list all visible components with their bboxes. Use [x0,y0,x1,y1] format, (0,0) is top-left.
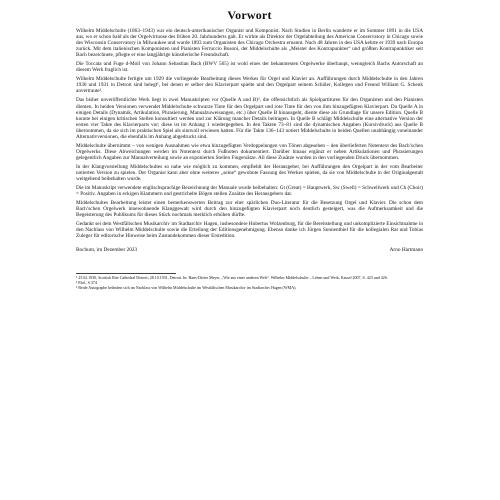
footnote-2: ² Ebd., S.374 [76,280,97,286]
paragraph-sources: Das bisher unveröffentlichte Werk liegt in zwei Manuskripten vor (Quelle A und B)³, die offensichtlich als Spielpartituren für den Organisten und den Pianisten dienten. In beiden Versionen verwendet Middelschulte schwarze Tinte für den Orgelpart und rote Tinte für den von ihm hinzugefügten Klavierpart. Da Quelle A in einigen Details (Dynamik, Artikulation, Phrasierung, Manualzuweisungen, etc.) über Quelle B hinausgeht, diente diese als Grundlage für unsere Edition. Quelle B konnte bei einigen kritischen Stellen konsultiert werden und zur Klärung mancher Details beitragen. In Quelle B schlägt Middelschulte eine alternative Version der ersten vier Takte des Klavierparts vor; diese ist im Anhang 1 wiedergegeben. In den Takten 73–81 sind die dynamischen Angaben (Kursivdruck) aus Quelle B übernommen, da sie sich im praktischen Spiel als sinnvoll erwiesen hatten. Für die Takte 136–143 notiert Middelschulte in beiden Quellen unabhängig voneinander Alternativversionen, die ebenfalls im Anhang abgedruckt sind. [76,97,423,140]
footnote-3: ³ Beide Autographe befinden sich im Nachlass von Wilhelm Middelschulte im Westfälischen Musikarchiv im Stadtarchiv Hagen (WMA). [76,284,297,290]
paragraph-manuals: Die im Manuskript verwendete englischsprachige Bezeichnung der Manuale wurde beibehalten: Gt (Great) = Hauptwerk, Sw (Swell) = Schwellwerk und Ch (Choir) = Positiv. Angaben in eckigen Klammern und gestrichelte Bögen stellen Zusätze des Herausgebers dar. [76,185,423,198]
author-name: Arno Hartmann [389,247,423,254]
paragraph-arrangement: Wilhelm Middelschulte fertigte um 1929 die vorliegende Bearbeitung dieses Werkes für Orgel und Klavier an. Aufführungen durch Middelschulte in den Jahren 1930 und 1931 in Detroit sind belegt¹, bei denen er selber den Klavierpart spielte und den Orgelpart seinem Schüler, Kollegen und Freund William G. Schenk anvertraute². [76,76,423,95]
paragraph-significance: Middelschultes Bearbeitung leistet einen bemerkenswerten Beitrag zur eher spärlichen Duo-Literatur für die Besetzung Orgel und Klavier. Die schon dem Bach’schen Orgelwerk innewohnende Klanggewalt wird durch den hinzugefügten Klavierpart noch deutlich gesteigert, was die Aufmerksamkeit und die Begeisterung des Publikums für dieses Stück nochmals merklich erhöhen dürfte. [76,200,423,219]
footnotes [76,276,423,290]
signature-line [76,247,423,253]
footnote-1: ¹ 25.02.1930, Scottish Rite Cathedral Detroit; 28.10.1931, Detroit. In: Hans-Dieter Meyer, „Wie aus einer anderen Welt“. Wilhelm Middelschulte – Leben und Werk, Kassel 2007, S. 423 und 426. [76,275,388,281]
paragraph-notation: Middelschulte übernimmt – von wenigen Ausnahmen wie etwa hinzugefügten Verdoppelungen von Tönen abgesehen – den überlieferten Notentext des Bach’schen Orgelwerks. Diese Abweichungen werden im Notentext durch Fußnoten dokumentiert. Darüber hinaus ergänzt er neben Artikulationen und Phrasierungen gelegentlich Angaben zur Manualverteilung sowie an exponierten Stellen Fingersätze. All diese Zusätze wurden in den vorliegenden Druck übernommen. [76,142,423,161]
paragraph-acknowledgements: Gedankt sei dem Westfälischen Musikarchiv im Stadtarchiv Hagen, insbesondere Hubertus Wolzenburg, für die Bereitstellung und unkomplizierte Einsichtnahme in den Nachlass von Wilhelm Middelschulte sowie die Erteilung der Editionsgenehmigung. Ebenso danke ich Jürgen Sonnenthiel für die kollegialen Rat und Tobias Zuleger für editorische Hinweise beim Zustandekommen dieser Erstedition. [76,221,423,240]
paragraph-toccata: Die Toccata und Fuge d-Moll von Johann Sebastian Bach (BWV 565) ist wohl eines der bekanntesten Orgelwerke überhaupt, wenngleich Bachs Autorschaft an diesem Werk fraglich ist. [76,61,423,74]
footnote-divider [76,273,176,274]
paragraph-biography: Wilhelm Middelschulte (1863–1943) war ein deutsch-amerikanischer Organist und Komponist. Nach Studien in Berlin wanderte er im Sommer 1891 in die USA aus, wo er schon bald als der Orgelvirtuose des frühen 20. Jahrhunderts galt. Er wirkte als Direktor der Orgelabteilung des American Conservatory in Chicago sowie des Wisconsin Conservatory in Milwaukee und wurde 1893 zum Organisten des Chicago Orchestra ernannt. Nach 48 Jahren in den USA kehrte er 1939 nach Europa zurück. Mit dem italienischen Komponisten und Pianisten Ferruccio Busoni, der Middelschulte als „Meister des Kontrapunktes“ und größten Kontrapunktiker seit Bach bezeichnete, pflegte er eine langjährige künstlerische Freundschaft. [76,28,423,59]
page-title: Vorwort [227,8,272,22]
place-date: Bochum, im Dezember 2023 [76,247,138,254]
paragraph-performance: In der Klangvorstellung Middelschultes so nahe wie möglich zu kommen, empfiehlt der Herausgeber, bei Aufführungen den Orgelpart in der vom Bearbeiter notierten Version zu spielen. Der Organist kann aber ohne weiteres „seine“ gewohnte Fassung des Werkes spielen, da sie von Middelschulte in der Originalgestalt weitgehend beibehalten wurde. [76,163,423,183]
preface-body [76,28,423,239]
